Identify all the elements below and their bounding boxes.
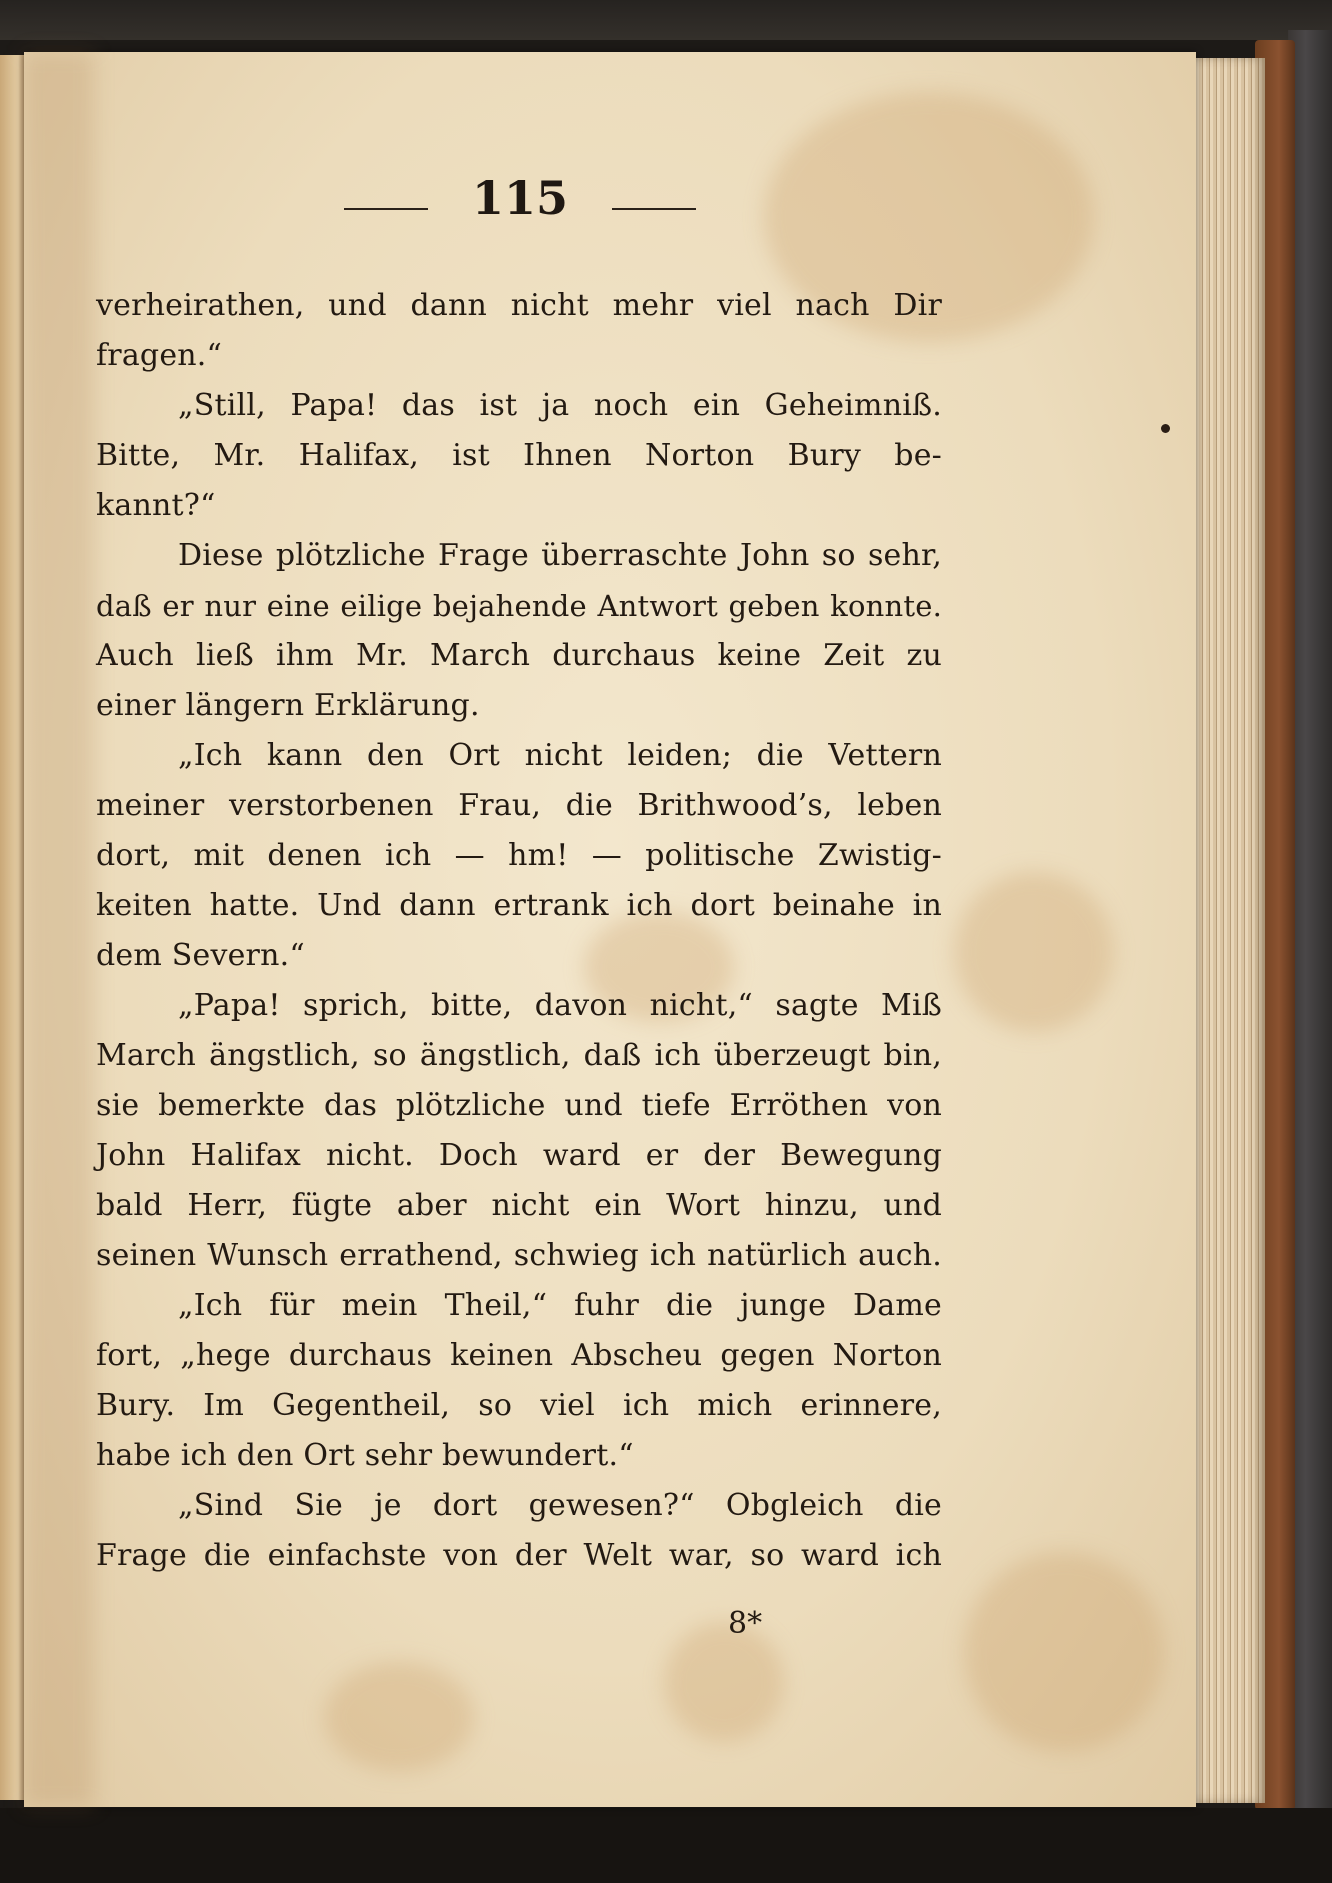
text-line: „Still, Papa! das ist ja noch ein Geheimniß.	[178, 388, 942, 423]
text-line: „Papa! sprich, bitte, davon nicht,“ sagte Miß	[178, 988, 942, 1023]
text-line: meiner verstorbenen Frau, die Brithwood’s, leben	[96, 788, 942, 823]
text-line: sie bemerkte das plötzliche und tiefe Erröthen von	[96, 1088, 942, 1123]
text-line: fragen.“	[96, 338, 223, 373]
page-edges	[1185, 58, 1265, 1803]
text-line: kannt?“	[96, 488, 216, 523]
text-line: Bitte, Mr. Halifax, ist Ihnen Norton Bury be-	[96, 438, 942, 473]
text-line: keiten hatte. Und dann ertrank ich dort beinahe in	[96, 888, 942, 923]
text-line: habe ich den Ort sehr bewundert.“	[96, 1438, 634, 1473]
text-line: „Ich kann den Ort nicht leiden; die Vettern	[178, 738, 942, 773]
page-header	[320, 168, 720, 228]
text-line: dem Severn.“	[96, 938, 305, 973]
foxing-stain	[324, 1662, 474, 1772]
text-line: Frage die einfachste von der Welt war, so ward ich	[96, 1538, 942, 1573]
text-line: Diese plötzliche Frage überraschte John so sehr,	[178, 538, 942, 573]
gutter-shadow	[24, 52, 94, 1807]
left-page-edge	[0, 55, 26, 1800]
book-cover-bottom	[0, 1808, 1332, 1883]
text-line: bald Herr, fügte aber nicht ein Wort hinzu, und	[96, 1188, 942, 1223]
text-line: John Halifax nicht. Doch ward er der Bewegung	[96, 1138, 942, 1173]
page-number: 115	[471, 171, 569, 225]
text-line: verheirathen, und dann nicht mehr viel nach Dir	[96, 288, 942, 323]
text-line: daß er nur eine eilige bejahende Antwort geben konnte.	[96, 589, 942, 623]
text-line: einer längern Erklärung.	[96, 688, 480, 723]
margin-dot	[1161, 424, 1170, 433]
signature-mark: 8*	[728, 1606, 763, 1641]
text-line: dort, mit denen ich — hm! — politische Zwistig-	[96, 838, 942, 873]
text-line: March ängstlich, so ängstlich, daß ich überzeugt bin,	[96, 1038, 942, 1073]
header-rule-right	[612, 208, 696, 210]
foxing-stain	[954, 872, 1114, 1032]
text-line: Auch ließ ihm Mr. March durchaus keine Zeit zu	[96, 638, 942, 673]
text-line: „Ich für mein Theil,“ fuhr die junge Dame	[178, 1288, 942, 1323]
text-line: seinen Wunsch errathend, schwieg ich natürlich auch.	[96, 1238, 942, 1273]
book-cover-top	[0, 0, 1332, 40]
header-rule-left	[344, 208, 428, 210]
foxing-stain	[964, 1552, 1164, 1752]
text-line: fort, „hege durchaus keinen Abscheu gegen Norton	[96, 1338, 942, 1373]
text-line: „Sind Sie je dort gewesen?“ Obgleich die	[178, 1488, 942, 1523]
text-line: Bury. Im Gegentheil, so viel ich mich erinnere,	[96, 1388, 942, 1423]
